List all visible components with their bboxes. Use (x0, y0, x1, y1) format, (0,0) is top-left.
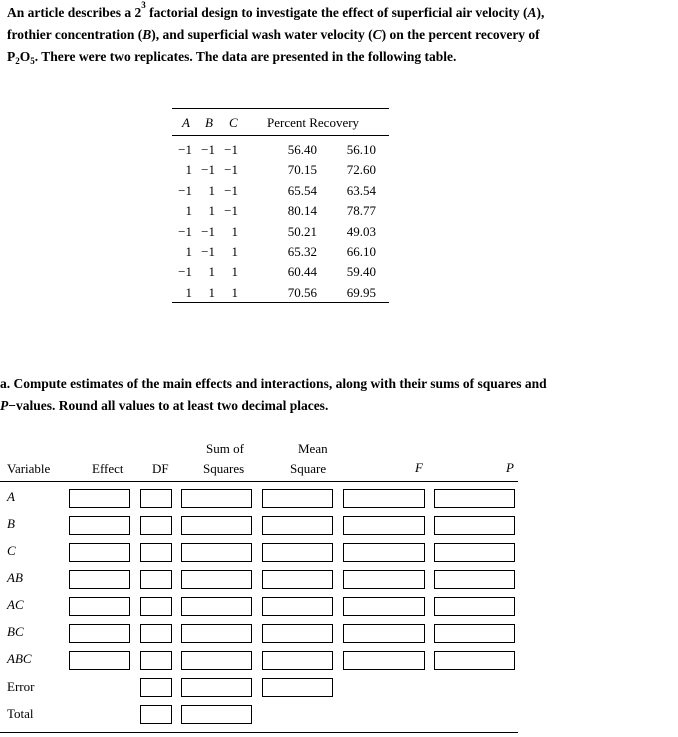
cell-b: 1 (208, 285, 215, 300)
df-input-ac[interactable] (140, 597, 172, 616)
col-header-ms-top: Mean (298, 441, 328, 456)
cell-recovery-1: 70.56 (287, 285, 317, 300)
row-label-ac: AC (7, 597, 24, 612)
effect-input-b[interactable] (69, 516, 130, 535)
df-input-ab[interactable] (140, 570, 172, 589)
row-label-a: A (7, 489, 15, 504)
df-input-b[interactable] (140, 516, 172, 535)
col-header-ss-bottom: Squares (203, 461, 245, 476)
df-input-error[interactable] (140, 678, 172, 697)
effect-input-bc[interactable] (69, 624, 130, 643)
problem-intro: An article describes a $2^3$ factorial design to investigate the effect of superficial air velocity (A), frothier concentration (B), and superficial wash water velocity (C) on the percent recovery of $P_2O_5$. There were two replicates. The data are presented in the following table. (7, 0, 545, 66)
cell-c: −1 (224, 183, 238, 198)
col-header-ss-top: Sum of (206, 441, 244, 456)
cell-recovery-2: 72.60 (346, 162, 376, 177)
df-input-abc[interactable] (140, 651, 172, 670)
row-label-c: C (7, 543, 16, 558)
ms-input-b[interactable] (262, 516, 333, 535)
cell-recovery-1: 60.44 (287, 264, 317, 279)
ss-input-c[interactable] (181, 543, 252, 562)
cell-recovery-2: 59.40 (346, 264, 376, 279)
row-label-bc: BC (7, 624, 24, 639)
effect-input-ac[interactable] (69, 597, 130, 616)
ms-input-error[interactable] (262, 678, 333, 697)
row-label-error: Error (7, 679, 35, 694)
ms-input-abc[interactable] (262, 651, 333, 670)
cell-a: 1 (185, 285, 192, 300)
header-a: A (182, 115, 190, 130)
ss-input-ab[interactable] (181, 570, 252, 589)
row-label-abc: ABC (7, 651, 32, 666)
effect-input-a[interactable] (69, 489, 130, 508)
table-header-rule (172, 135, 389, 136)
ss-input-b[interactable] (181, 516, 252, 535)
cell-recovery-2: 66.10 (346, 244, 376, 259)
f-input-bc[interactable] (343, 624, 425, 643)
ms-input-ac[interactable] (262, 597, 333, 616)
col-header-f: F (415, 460, 423, 475)
cell-b: −1 (201, 162, 215, 177)
cell-recovery-1: 70.15 (287, 162, 317, 177)
row-label-total: Total (7, 706, 34, 721)
cell-recovery-2: 63.54 (346, 183, 376, 198)
p-input-ac[interactable] (434, 597, 515, 616)
ms-input-bc[interactable] (262, 624, 333, 643)
cell-b: −1 (201, 224, 215, 239)
header-c: C (229, 115, 238, 130)
cell-c: 1 (231, 264, 238, 279)
p-input-c[interactable] (434, 543, 515, 562)
anova-header-rule (0, 481, 518, 482)
df-input-c[interactable] (140, 543, 172, 562)
cell-a: −1 (178, 264, 192, 279)
col-header-df: DF (152, 461, 169, 476)
f-input-abc[interactable] (343, 651, 425, 670)
p-input-ab[interactable] (434, 570, 515, 589)
ss-input-ac[interactable] (181, 597, 252, 616)
cell-recovery-2: 78.77 (346, 203, 376, 218)
df-input-a[interactable] (140, 489, 172, 508)
cell-c: 1 (231, 244, 238, 259)
cell-recovery-2: 69.95 (346, 285, 376, 300)
header-percent-recovery: Percent Recovery (267, 115, 360, 130)
p-input-b[interactable] (434, 516, 515, 535)
f-input-a[interactable] (343, 489, 425, 508)
col-header-effect: Effect (92, 461, 124, 476)
anova-bottom-rule (0, 732, 518, 733)
cell-recovery-1: 80.14 (287, 203, 317, 218)
cell-a: −1 (178, 224, 192, 239)
effect-input-c[interactable] (69, 543, 130, 562)
effect-input-abc[interactable] (69, 651, 130, 670)
ms-input-ab[interactable] (262, 570, 333, 589)
cell-c: 1 (231, 285, 238, 300)
cell-b: −1 (201, 142, 215, 157)
cell-recovery-1: 65.54 (287, 183, 317, 198)
cell-c: 1 (231, 224, 238, 239)
question-a: a. Compute estimates of the main effects and interactions, along with their sums of squares and P−values. Round all values to at least two decimal places. (0, 376, 547, 413)
cell-a: −1 (178, 183, 192, 198)
cell-c: −1 (224, 203, 238, 218)
cell-b: −1 (201, 244, 215, 259)
cell-a: 1 (185, 203, 192, 218)
col-header-variable: Variable (7, 461, 51, 476)
cell-recovery-1: 56.40 (287, 142, 317, 157)
header-b: B (205, 115, 213, 130)
ss-input-error[interactable] (181, 678, 252, 697)
cell-c: −1 (224, 162, 238, 177)
cell-c: −1 (224, 142, 238, 157)
ss-input-total[interactable] (181, 705, 252, 724)
cell-a: −1 (178, 142, 192, 157)
row-label-ab: AB (7, 570, 23, 585)
ss-input-bc[interactable] (181, 624, 252, 643)
cell-b: 1 (208, 264, 215, 279)
ss-input-abc[interactable] (181, 651, 252, 670)
f-input-b[interactable] (343, 516, 425, 535)
cell-recovery-2: 56.10 (346, 142, 376, 157)
f-input-c[interactable] (343, 543, 425, 562)
df-input-bc[interactable] (140, 624, 172, 643)
p-input-a[interactable] (434, 489, 515, 508)
col-header-ms-bottom: Square (290, 461, 327, 476)
cell-b: 1 (208, 183, 215, 198)
cell-recovery-1: 65.32 (287, 244, 317, 259)
cell-a: 1 (185, 244, 192, 259)
ss-input-a[interactable] (181, 489, 252, 508)
col-header-p: P (506, 460, 514, 475)
row-label-b: B (7, 516, 15, 531)
f-input-ab[interactable] (343, 570, 425, 589)
cell-recovery-2: 49.03 (346, 224, 376, 239)
df-input-total[interactable] (140, 705, 172, 724)
cell-b: 1 (208, 203, 215, 218)
effect-input-ab[interactable] (69, 570, 130, 589)
table-top-rule (172, 108, 389, 109)
cell-a: 1 (185, 162, 192, 177)
ms-input-c[interactable] (262, 543, 333, 562)
ms-input-a[interactable] (262, 489, 333, 508)
p-input-abc[interactable] (434, 651, 515, 670)
cell-recovery-1: 50.21 (287, 224, 317, 239)
p-input-bc[interactable] (434, 624, 515, 643)
f-input-ac[interactable] (343, 597, 425, 616)
table-bottom-rule (172, 302, 389, 303)
